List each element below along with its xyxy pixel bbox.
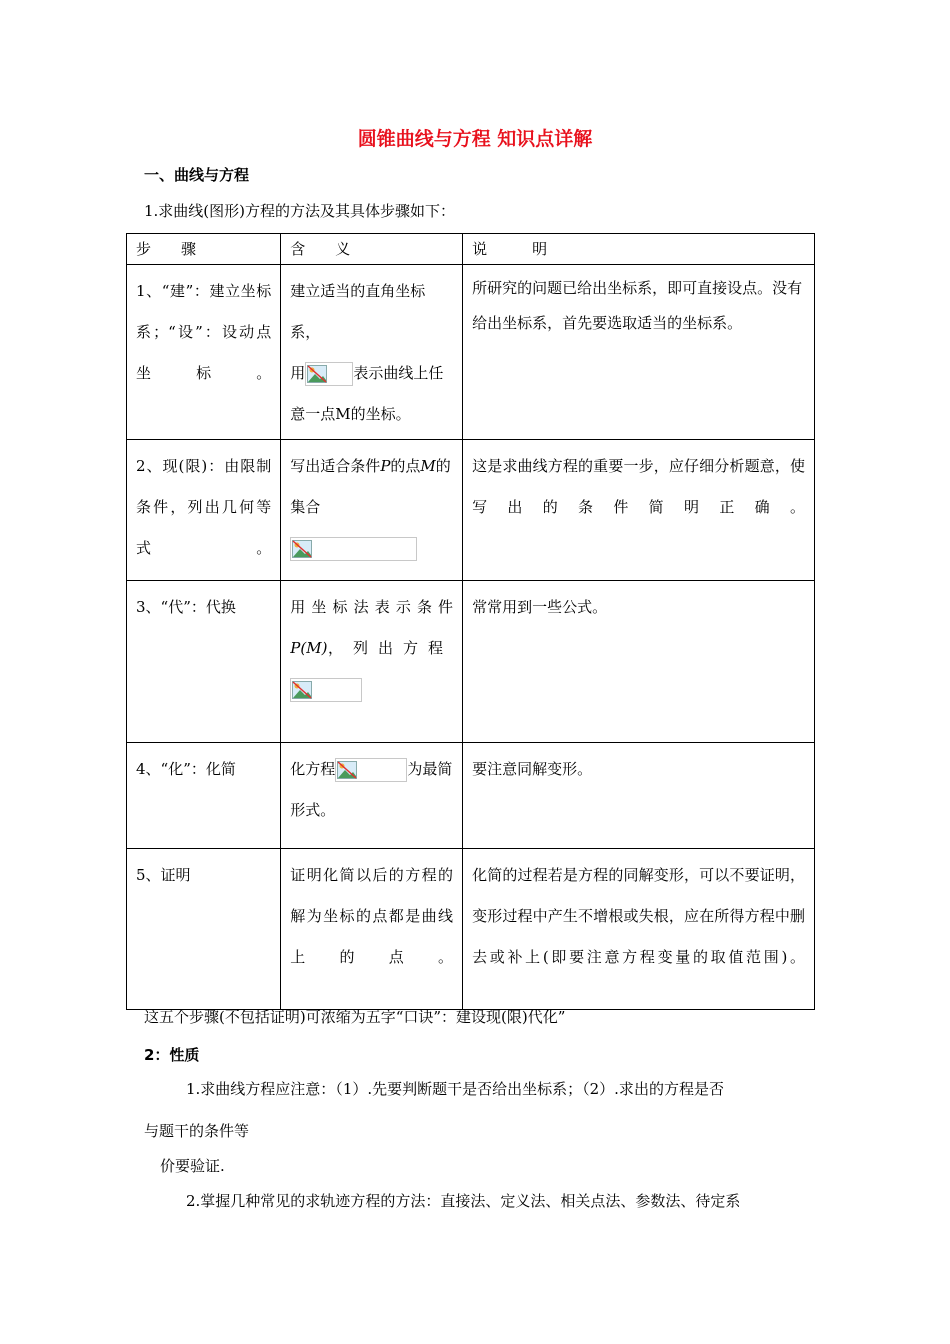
table-row — [127, 849, 815, 1010]
step-cell: 1、“建”：建立坐标系；“设”：设动点坐标。 — [127, 265, 281, 440]
note-cell: 化简的过程若是方程的同解变形，可以不要证明，变形过程中产生不增根或失根，应在所得方程中删去或补上(即要注意方程变量的取值范围)。 — [463, 849, 815, 1010]
meaning-text: 写出适合条件 — [290, 457, 381, 475]
paragraph-2: 2.掌握几种常见的求轨迹方程的方法：直接法、定义法、相关点法、参数法、待定系 — [186, 1192, 741, 1210]
variable-pm: P(M) — [290, 639, 328, 657]
variable-m: M — [420, 457, 436, 475]
broken-image-icon — [335, 758, 407, 782]
variable-p: P — [380, 457, 391, 475]
steps-table — [126, 233, 815, 1010]
meaning-text: 用 — [290, 364, 306, 382]
meaning-text: 的点 — [390, 457, 421, 475]
meaning-line — [290, 628, 453, 669]
meaning-text: ，列出方程 — [328, 639, 454, 657]
table-row — [127, 743, 815, 849]
page-title: 圆锥曲线与方程 知识点详解 — [357, 128, 593, 150]
table-row — [127, 581, 815, 743]
note-cell: 这是求曲线方程的重要一步，应仔细分析题意，使写出的条件简明正确。 — [463, 440, 815, 581]
paragraph-1-line-1: 1.求曲线方程应注意：（1）.先要判断题干是否给出坐标系；（2）.求出的方程是否 — [186, 1080, 724, 1098]
meaning-text: 的集合 — [290, 457, 451, 516]
summary-note: 这五个步骤(不包括证明)可浓缩为五字“口诀”：建设现(限)代化” — [144, 1008, 566, 1026]
broken-image-icon — [305, 362, 353, 386]
meaning-cell — [281, 743, 463, 849]
paragraph-1-line-2: 与题干的条件等 — [144, 1122, 250, 1140]
meaning-text: 为最简形式。 — [290, 760, 453, 819]
table-row — [127, 265, 815, 440]
meaning-cell: 证明化简以后的方程的解为坐标的点都是曲线上的点。 — [281, 849, 463, 1010]
intro-paragraph: 1.求曲线(图形)方程的方法及其具体步骤如下： — [144, 202, 456, 220]
table-row — [127, 440, 815, 581]
broken-image-icon — [290, 678, 362, 702]
header-step: 步 骤 — [127, 234, 281, 265]
step-cell: 2、现(限)：由限制条件，列出几何等式。 — [127, 440, 281, 581]
meaning-text: 化方程 — [290, 760, 336, 778]
paragraph-1-line-3: 价要验证. — [160, 1157, 225, 1175]
step-cell: 5、证明 — [127, 849, 281, 1010]
note-cell: 所研究的问题已给出坐标系，即可直接设点。没有给出坐标系，首先要选取适当的坐标系。 — [463, 265, 815, 440]
header-meaning: 含 义 — [281, 234, 463, 265]
meaning-text: 建立适当的直角坐标系， — [290, 282, 426, 341]
meaning-cell — [281, 581, 463, 743]
header-note: 说 明 — [463, 234, 815, 265]
note-cell: 要注意同解变形。 — [463, 743, 815, 849]
step-cell: 3、“代”：代换 — [127, 581, 281, 743]
section-heading-curve-equation: 一、曲线与方程 — [144, 166, 250, 184]
meaning-text: 用坐标法表示条件 — [290, 598, 454, 616]
step-cell: 4、“化”：化简 — [127, 743, 281, 849]
meaning-cell — [281, 265, 463, 440]
broken-image-icon — [290, 537, 417, 561]
table-header-row — [127, 234, 815, 265]
meaning-cell — [281, 440, 463, 581]
meaning-text: 表示曲线上任意一点M的坐标。 — [290, 364, 444, 423]
note-cell: 常常用到一些公式。 — [463, 581, 815, 743]
section-heading-properties: 2：性质 — [144, 1046, 200, 1064]
